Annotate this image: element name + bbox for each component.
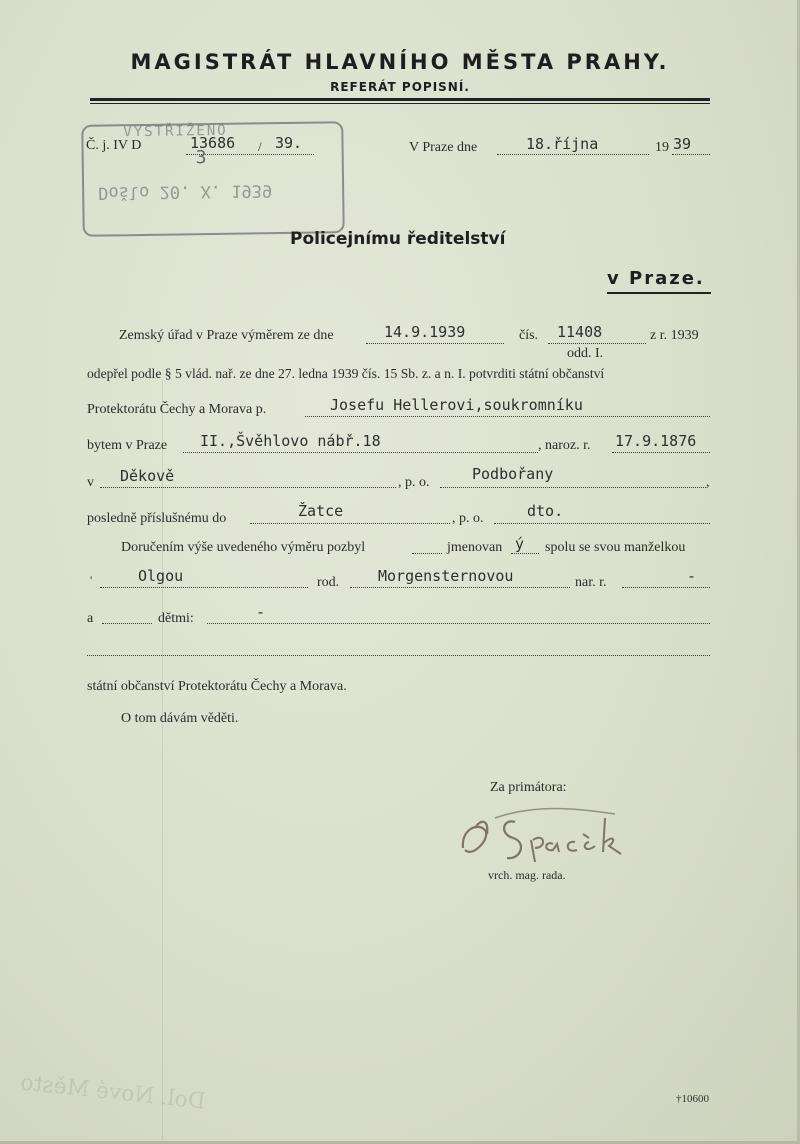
ref-year: 39. xyxy=(275,134,303,152)
children-label: dětmi: xyxy=(158,611,194,626)
decision-department: odd. I. xyxy=(567,346,604,361)
birthplace: Děkově xyxy=(120,467,175,485)
stamp-date: Došlo 20. X. 1939 xyxy=(98,180,273,203)
gender-dots xyxy=(511,553,539,554)
signature-for-label: Za primátora: xyxy=(490,780,567,795)
name-dots xyxy=(305,416,710,417)
stamp-number: 3 xyxy=(195,147,207,169)
maiden-dots xyxy=(350,587,570,588)
wife-mark: ' xyxy=(90,573,93,587)
decision-date-dots xyxy=(366,343,504,344)
ref-slash: / xyxy=(258,139,262,154)
and-label: a xyxy=(87,611,94,626)
domicile-district-label: , p. o. xyxy=(452,511,484,526)
ref-number: 13686 xyxy=(190,134,236,152)
and-dots xyxy=(102,623,152,624)
decision-year: z r. 1939 xyxy=(650,328,699,343)
place-date-label: V Praze dne xyxy=(409,140,478,155)
decision-number: 11408 xyxy=(557,323,603,341)
wife-maiden-name: Morgensternovou xyxy=(378,567,514,585)
signature-rank: vrch. mag. rada. xyxy=(488,868,566,882)
birthplace-district-label: , p. o. xyxy=(398,475,430,490)
wife-birth-dots xyxy=(622,587,710,588)
stamp-text-top: VYSTŘIŽENO xyxy=(123,122,228,141)
decision-cis-label: čís. xyxy=(519,328,539,343)
domicile-dots xyxy=(250,523,450,524)
wife-name: Olgou xyxy=(138,567,184,585)
page-subtitle: REFERÁT POPISNÍ. xyxy=(330,80,470,94)
date-day-month: 18.října xyxy=(526,135,599,153)
birth-dots xyxy=(612,452,710,453)
addressee-underline xyxy=(607,292,711,294)
domicile: Žatce xyxy=(298,502,344,520)
birthplace-dots xyxy=(100,487,396,488)
loss-intro: Doručením výše uvedeného výměru pozbyl xyxy=(121,540,366,555)
ref-dots xyxy=(186,154,314,155)
addressee-line1: Policejnímu ředitelství xyxy=(290,229,506,249)
birthplace-district: Podbořany xyxy=(472,465,554,483)
person-address: II.,Švěhlovo nábř.18 xyxy=(200,432,381,450)
citizenship-closing: státní občanství Protektorátu Čechy a Morava. xyxy=(87,679,347,694)
citizenship-label: Protektorátu Čechy a Morava p. xyxy=(87,402,267,417)
year-dots xyxy=(672,154,710,155)
wife-intro: spolu se svou manželkou xyxy=(545,540,686,555)
ref-prefix: Č. j. IV D xyxy=(86,138,142,153)
children-value: - xyxy=(256,603,266,621)
fold-line xyxy=(162,380,163,1140)
date-dots xyxy=(497,154,649,155)
maiden-label: rod. xyxy=(317,575,340,590)
ghost-imprint: Dol. Nové Město xyxy=(19,1070,207,1115)
date-year: 39 xyxy=(673,135,692,153)
address-dots xyxy=(183,452,538,453)
decision-num-dots xyxy=(548,343,646,344)
birthplace-label: v xyxy=(87,475,94,490)
decision-date: 14.9.1939 xyxy=(384,323,466,341)
decision-intro: Zemský úřad v Praze výměrem ze dne xyxy=(119,328,334,343)
district-comma: , xyxy=(706,475,710,490)
blank-line-dots xyxy=(87,655,710,656)
district-dots xyxy=(440,487,706,488)
addressee-line2: v Praze. xyxy=(607,268,705,289)
decree-text: odepřel podle § 5 vlád. nař. ze dne 27. ledna 1939 čís. 15 Sb. z. a n. I. potvrditi státní občanství xyxy=(87,366,605,381)
handwritten-signature xyxy=(455,800,635,875)
wife-dots xyxy=(100,587,308,588)
domicile-district: dto. xyxy=(527,502,564,520)
named-label: jmenovan xyxy=(447,540,503,555)
birth-year: 17.9.1876 xyxy=(615,432,697,450)
residence-label: bytem v Praze xyxy=(87,438,168,453)
header-rule-thick xyxy=(90,98,710,101)
date-year-prefix: 19 xyxy=(655,140,669,155)
header-rule-thin xyxy=(90,103,710,104)
page-title: MAGISTRÁT HLAVNÍHO MĚSTA PRAHY. xyxy=(130,50,670,74)
gender-suffix: ý xyxy=(515,535,525,553)
notification-text: O tom dávám věděti. xyxy=(121,711,239,726)
birth-label: , naroz. r. xyxy=(538,438,591,453)
children-dots xyxy=(207,623,710,624)
wife-birth-label: nar. r. xyxy=(575,575,607,590)
loss-dots xyxy=(412,553,442,554)
domicile-district-dots xyxy=(494,523,710,524)
wife-birth: - xyxy=(687,567,697,585)
domicile-label: posledně příslušnému do xyxy=(87,511,227,526)
person-name: Josefu Hellerovi,soukromníku xyxy=(330,396,583,414)
form-number: †10600 xyxy=(676,1093,709,1105)
